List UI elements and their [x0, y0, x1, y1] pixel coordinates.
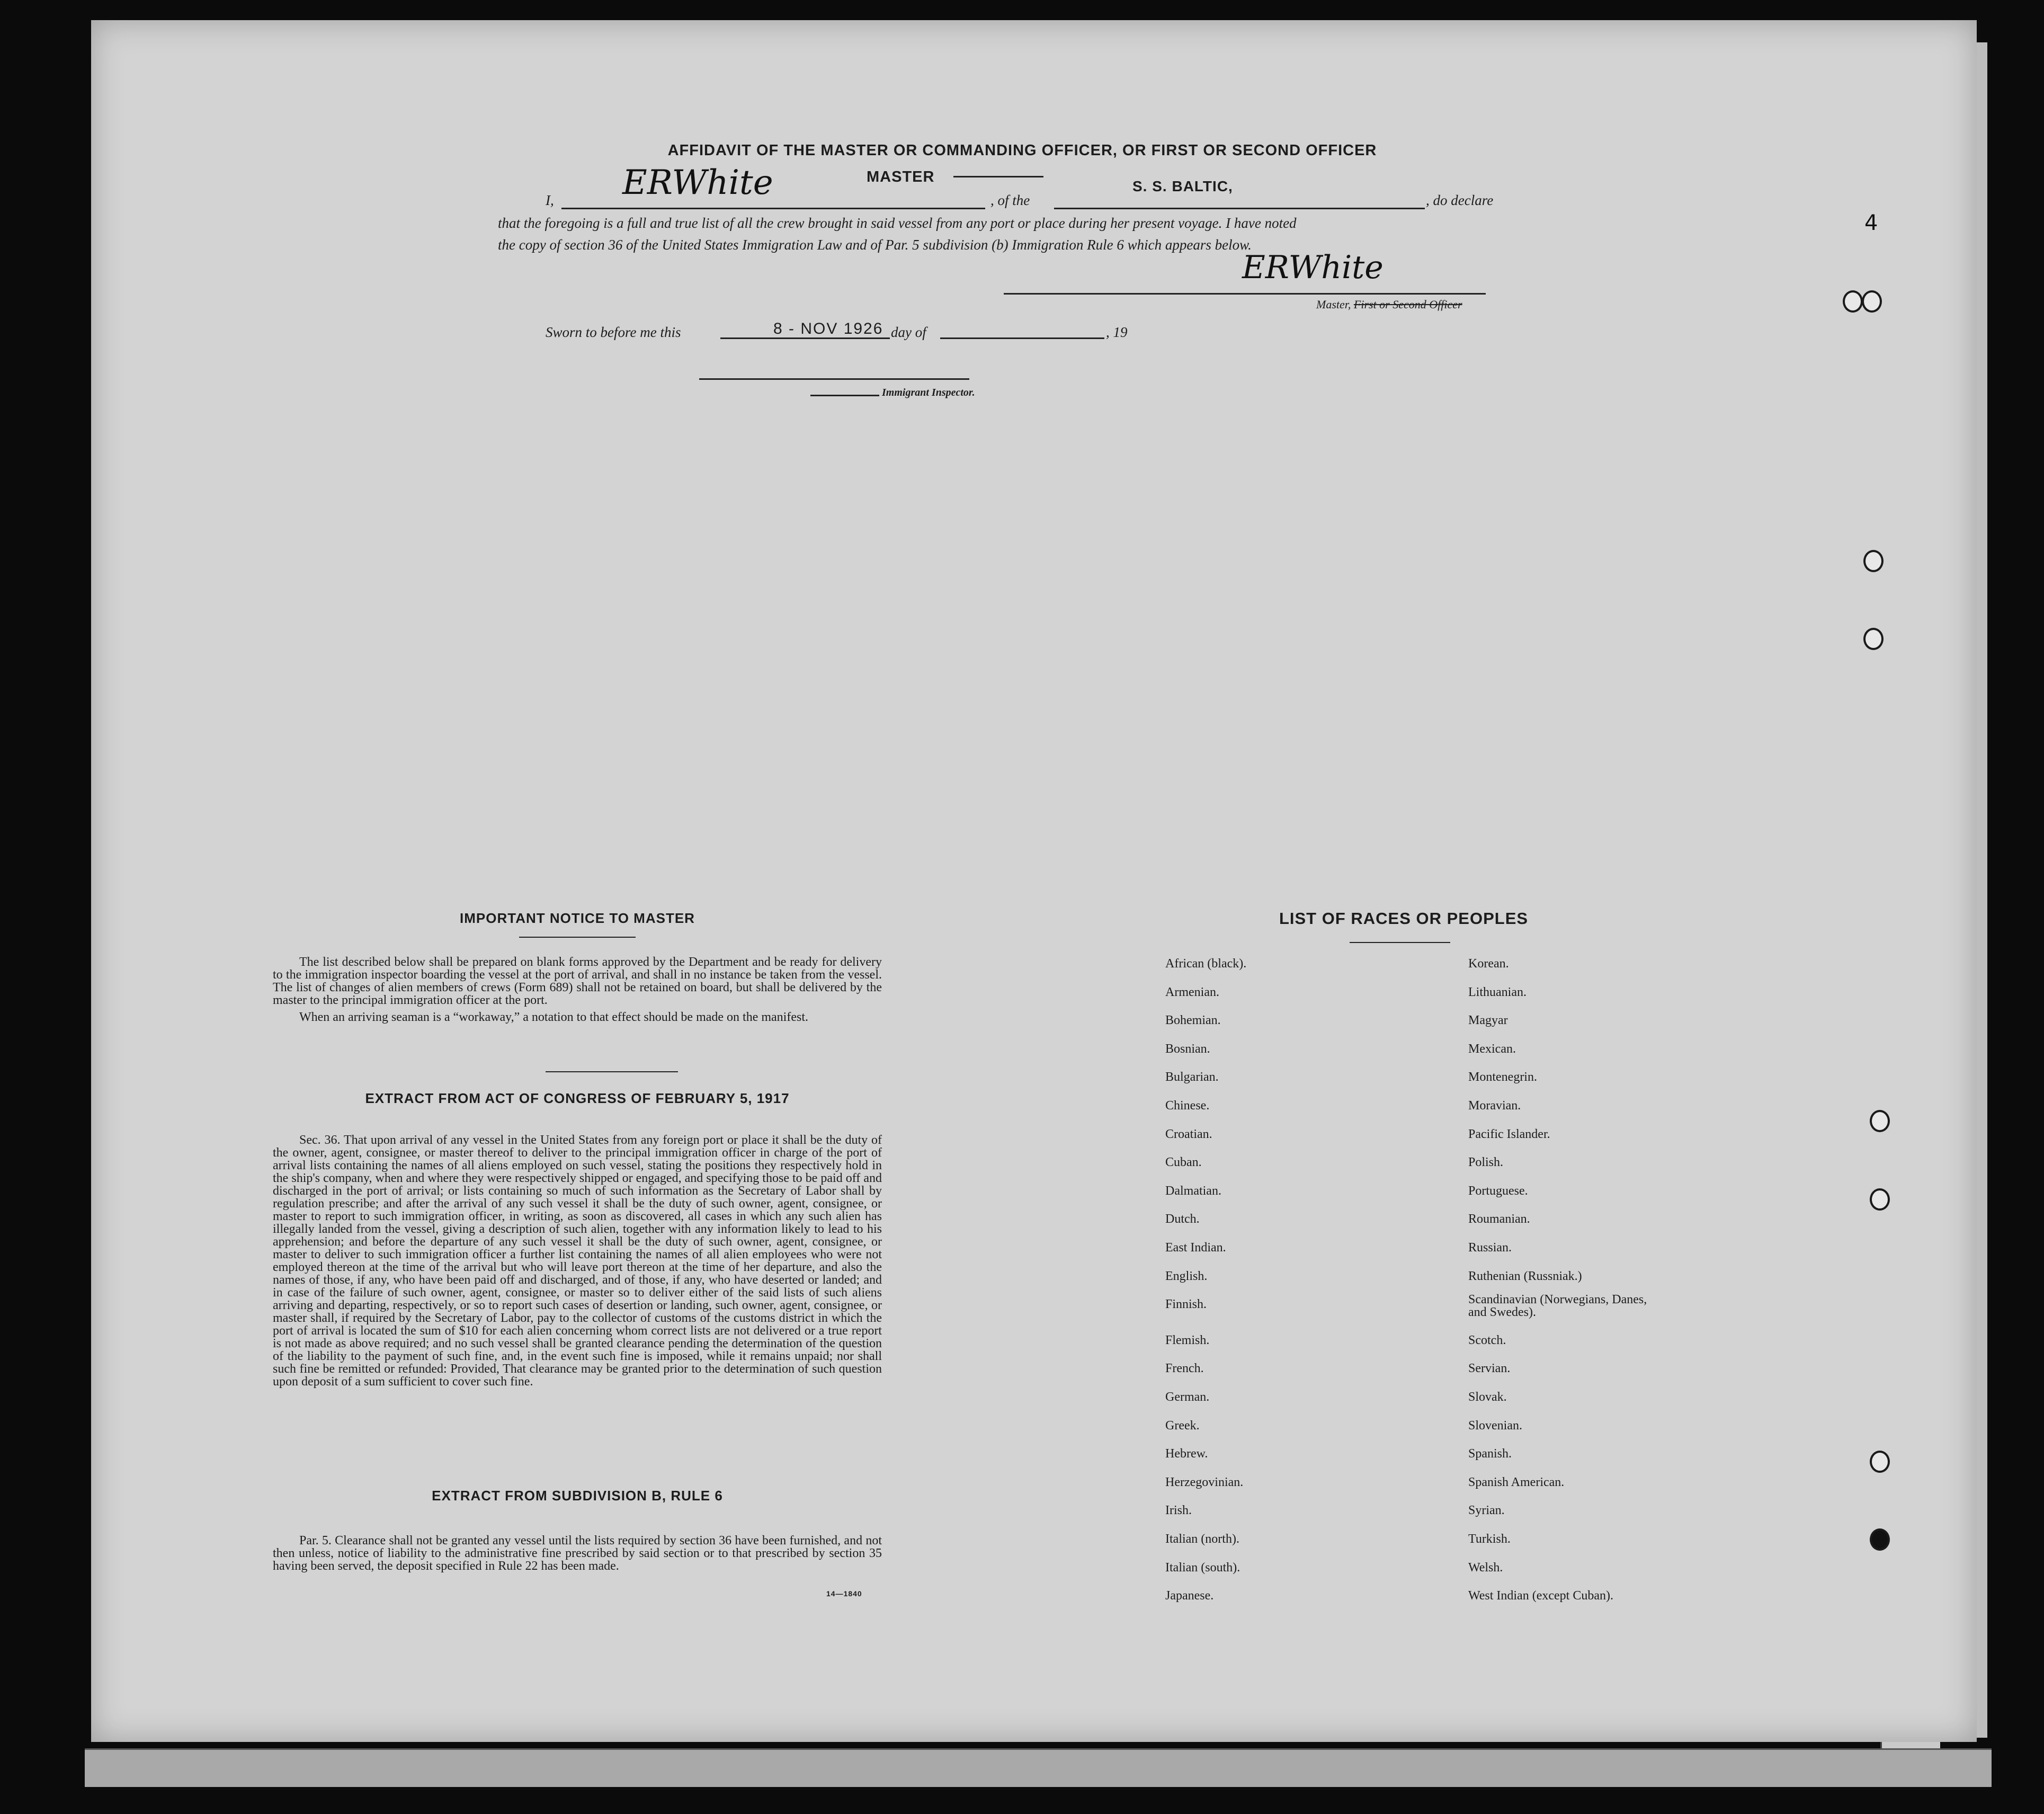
rank-label: MASTER: [867, 168, 935, 185]
binding-hole: [1843, 290, 1863, 313]
race-entry: Greek.: [1165, 1418, 1200, 1433]
signature-label: [1316, 298, 1462, 312]
notice-heading: IMPORTANT NOTICE TO MASTER: [460, 910, 695, 926]
binding-hole: [1870, 1451, 1890, 1473]
signature-label-master: Master,: [1316, 298, 1351, 311]
race-entry: Slovenian.: [1468, 1418, 1522, 1433]
race-entry: Spanish American.: [1468, 1475, 1565, 1489]
section-36-text: Sec. 36. That upon arrival of any vessel in the United States from any foreign port or place it shall be the duty of the owner, agent, consignee, or master thereof to deliver to the principal immigration officer in charge of the port of arrival lists containing the names of all aliens employed on such vessel, stating the positions they respectively hold in the ship's company, when and where they were respectively shipped or engaged, and specifying those to be paid off and discharged in the port of arrival; or lists containing so much of such information as the Secretary of Labor shall by regulation prescribe; and after the arrival of any such vessel it shall be the duty of such owner, agent, consignee, or master to report to such immigration officer, in writing, as soon as discovered, all cases in which any such alien has illegally landed from the vessel, giving a description of such alien, together with any information likely to lead to his apprehension; and before the departure of any such vessel it shall be the duty of such owner, agent, consignee, or master to deliver to such immigration officer a further list containing the names of all alien employees who were not employed thereon at the time of the arrival but who will leave port thereon at the time of her departure, and also the names of those, if any, who have been paid off and discharged, and of those, if any, who have deserted or landed; and in case of the failure of such owner, agent, consignee, or master so to deliver either of the said lists of such aliens arriving and departing, respectively, or so to report such cases of desertion or landing, such owner, agent, consignee, or master shall, if required by the Secretary of Labor, pay to the collector of customs of the customs district in which the port of arrival is located the sum of $10 for each alien concerning whom correct lists are not delivered or a true report is not made as above required; and no such vessel shall be granted clearance pending the determination of the question of the liability to the payment of such fine, and, in the event such fine is imposed, while it remains unpaid; nor shall such fine be remitted or refunded: Provided, That clearance may be granted prior to the determination of such question upon deposit of a sum sufficient to cover such fine.: [273, 1133, 882, 1389]
race-entry: Roumanian.: [1468, 1212, 1530, 1226]
race-entry: Italian (south).: [1165, 1560, 1240, 1575]
sworn-date-stamp: 8 - NOV 1926: [773, 320, 883, 337]
sworn-text: Sworn to before me this: [546, 324, 681, 340]
race-entry: Italian (north).: [1165, 1532, 1239, 1546]
race-entry: Mexican.: [1468, 1042, 1516, 1056]
race-entry: Irish.: [1165, 1504, 1192, 1518]
do-declare-text: , do declare: [1426, 192, 1494, 208]
race-entry: Finnish.: [1165, 1297, 1207, 1312]
race-entry: German.: [1165, 1390, 1210, 1404]
race-entry: African (black).: [1165, 957, 1247, 971]
extract-rule-heading: EXTRACT FROM SUBDIVISION B, RULE 6: [432, 1488, 723, 1504]
race-entry: Dalmatian.: [1165, 1184, 1221, 1198]
master-name-handwriting: ERWhite: [622, 163, 773, 202]
notice-body: [273, 956, 882, 1028]
race-entry: Cuban.: [1165, 1155, 1202, 1170]
race-entry: French.: [1165, 1362, 1204, 1376]
day-of-text: day of: [891, 324, 926, 340]
signature-label-struck: First or Second Officer: [1353, 298, 1462, 311]
inspector-label: Immigrant Inspector.: [882, 387, 975, 398]
master-signature: ERWhite: [1242, 249, 1384, 286]
race-entry: Russian.: [1468, 1241, 1512, 1255]
race-entry: Slovak.: [1468, 1390, 1507, 1404]
race-entry: Scandinavian (Norwegians, Danes, and Swedes).: [1468, 1293, 1647, 1320]
race-entry: Moravian.: [1468, 1099, 1521, 1113]
race-entry: Bohemian.: [1165, 1013, 1221, 1028]
binding-hole: [1870, 1110, 1890, 1132]
race-entry: Servian.: [1468, 1362, 1511, 1376]
race-entry: Bulgarian.: [1165, 1070, 1219, 1084]
binding-hole: [1870, 1528, 1890, 1551]
race-entry: Polish.: [1468, 1155, 1504, 1170]
extract-rule-body: [273, 1534, 882, 1577]
declaration-i: I,: [546, 192, 554, 208]
extract-act-heading: EXTRACT FROM ACT OF CONGRESS OF FEBRUARY 5, 1917: [365, 1090, 790, 1106]
declaration-line-1: that the foregoing is a full and true list of all the crew brought in said vessel from any port or place during her present voyage. I have noted: [498, 215, 1297, 231]
binding-hole: [1862, 290, 1882, 313]
binding-hole: [1863, 628, 1884, 650]
race-entry: Chinese.: [1165, 1099, 1210, 1113]
race-entry: Ruthenian (Russniak.): [1468, 1269, 1582, 1283]
race-entry: Scotch.: [1468, 1333, 1506, 1347]
race-entry: Spanish.: [1468, 1447, 1512, 1461]
race-entry: Bosnian.: [1165, 1042, 1210, 1056]
race-entry: East Indian.: [1165, 1241, 1226, 1255]
rule-6-text: Par. 5. Clearance shall not be granted any vessel until the lists required by section 36 have been furnished, and not then unless, notice of liability to the administrative fine prescribed by said section or to that prescribed by section 35 having been served, the deposit specified in Rule 22 has been made.: [273, 1534, 882, 1573]
race-entry: Pacific Islander.: [1468, 1127, 1550, 1141]
declaration-line-2: the copy of section 36 of the United States Immigration Law and of Par. 5 subdivision (b) Immigration Rule 6 which appears below.: [498, 237, 1252, 253]
vessel-name: S. S. BALTIC,: [1132, 178, 1233, 194]
race-entry: Croatian.: [1165, 1127, 1212, 1141]
notice-paragraph: The list described below shall be prepared on blank forms approved by the Department and be ready for delivery to the immigration inspector boarding the vessel at the port of arrival, and shall in no instance be taken from the vessel. The list of changes of alien members of crews (Form 689) shall not be retained on board, but shall be delivered by the master to the principal immigration officer at the port.: [273, 955, 882, 1007]
race-entry: Welsh.: [1468, 1560, 1503, 1575]
race-entry: Montenegrin.: [1468, 1070, 1537, 1084]
binding-hole: [1870, 1188, 1890, 1211]
race-entry: Portuguese.: [1468, 1184, 1528, 1198]
year-suffix: , 19: [1106, 324, 1128, 340]
of-the-text: , of the: [990, 192, 1030, 208]
race-entry: English.: [1165, 1269, 1208, 1283]
race-entry: Korean.: [1468, 957, 1509, 971]
race-entry: Herzegovinian.: [1165, 1475, 1244, 1489]
race-entry: Armenian.: [1165, 985, 1219, 999]
race-entry: Magyar: [1468, 1013, 1508, 1028]
race-entry: Japanese.: [1165, 1589, 1214, 1603]
bottom-sheet-edge: [85, 1748, 1992, 1787]
extract-act-body: [273, 1134, 882, 1392]
notice-paragraph: When an arriving seaman is a “workaway,” a notation to that effect should be made on the manifest.: [299, 1010, 808, 1024]
binding-hole: [1863, 550, 1884, 572]
document-page: [91, 20, 1977, 1742]
race-entry: Syrian.: [1468, 1504, 1505, 1518]
race-entry: West Indian (except Cuban).: [1468, 1589, 1613, 1603]
affidavit-title: AFFIDAVIT OF THE MASTER OR COMMANDING OFFICER, OR FIRST OR SECOND OFFICER: [667, 142, 1377, 159]
races-title: LIST OF RACES OR PEOPLES: [1279, 909, 1529, 928]
race-entry: Turkish.: [1468, 1532, 1511, 1546]
race-entry: Flemish.: [1165, 1333, 1210, 1347]
form-number: 14—1840: [826, 1589, 862, 1598]
race-entry: Hebrew.: [1165, 1447, 1208, 1461]
race-entry: Dutch.: [1165, 1212, 1200, 1226]
race-entry: Lithuanian.: [1468, 985, 1527, 999]
margin-page-mark: 4: [1864, 211, 1878, 235]
